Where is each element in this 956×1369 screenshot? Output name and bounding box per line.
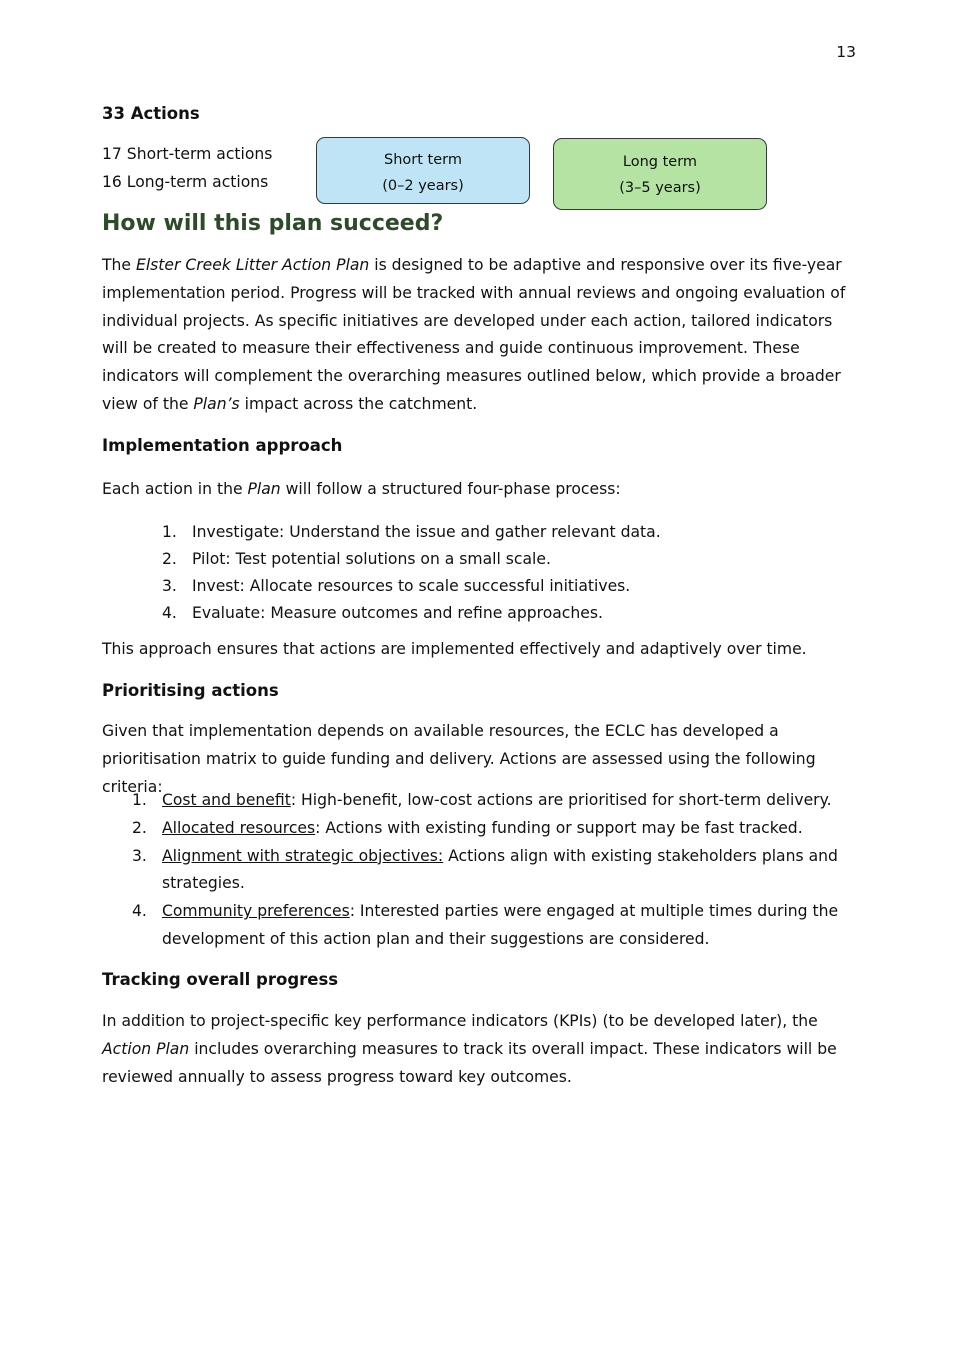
short-term-count: 17 Short-term actions <box>102 145 273 163</box>
implementation-lead: Each action in the Plan will follow a structured four-phase process: <box>102 480 621 498</box>
list-item: 1. Cost and benefit: High-benefit, low-cost actions are prioritised for short-term delivery. <box>132 791 832 809</box>
plans-word: Plan’s <box>193 394 240 413</box>
prioritising-heading: Prioritising actions <box>102 681 279 700</box>
short-term-box <box>316 137 530 204</box>
tracking-heading: Tracking overall progress <box>102 970 339 989</box>
list-item: 1. Investigate: Understand the issue and gather relevant data. <box>162 523 661 541</box>
short-term-label: Short term <box>384 152 462 168</box>
long-term-count: 16 Long-term actions <box>102 173 269 191</box>
implementation-steps <box>162 519 661 627</box>
list-item: 3. Alignment with strategic objectives: Actions align with existing stakeholders plans and strategies. <box>132 846 838 893</box>
plan-name: Elster Creek Litter Action Plan <box>135 256 370 274</box>
page-number: 13 <box>836 43 856 61</box>
list-item: 4. Community preferences: Interested parties were engaged at multiple times during the development of this action plan and their suggestions are considered. <box>132 902 839 948</box>
list-item: 3. Invest: Allocate resources to scale successful initiatives. <box>162 577 631 595</box>
long-term-range: (3–5 years) <box>619 180 701 196</box>
tracking-paragraph: In addition to project-specific key performance indicators (KPIs) (to be developed later), the Action Plan includes overarching measures to track its overall impact. These indicators will be reviewed annually to assess progress toward key outcomes. <box>102 1012 837 1086</box>
implementation-heading: Implementation approach <box>102 436 343 455</box>
short-term-range: (0–2 years) <box>382 178 464 194</box>
long-term-box <box>553 138 767 210</box>
long-term-label: Long term <box>622 154 698 170</box>
intro-paragraph: The Elster Creek Litter Action Plan is designed to be adaptive and responsive over its five-year implementation period. Progress will be tracked with annual reviews and ongoing evaluation of individual projects. As specific initiatives are developed under each action, tailored indicators will be created to measure their effectiveness and guide continuous improvement. These indicators will complement the overarching measures outlined below, which provide a broader view of the Plan’s impact across the catchment. <box>102 256 846 413</box>
prioritising-lead: Given that implementation depends on available resources, the ECLC has developed a prioritisation matrix to guide funding and delivery. Actions are assessed using the following criteria: <box>102 722 816 796</box>
list-item: 4. Evaluate: Measure outcomes and refine approaches. <box>162 604 603 622</box>
list-item: 2. Allocated resources: Actions with existing funding or support may be fast tracked. <box>132 818 803 837</box>
list-item: 2. Pilot: Test potential solutions on a small scale. <box>162 550 551 568</box>
prioritising-criteria <box>132 787 842 954</box>
actions-heading: 33 Actions <box>102 104 200 123</box>
implementation-closing: This approach ensures that actions are implemented effectively and adaptively over time. <box>102 640 807 658</box>
action-plan-term: Action Plan <box>102 1039 190 1058</box>
section-title: How will this plan succeed? <box>102 211 444 236</box>
